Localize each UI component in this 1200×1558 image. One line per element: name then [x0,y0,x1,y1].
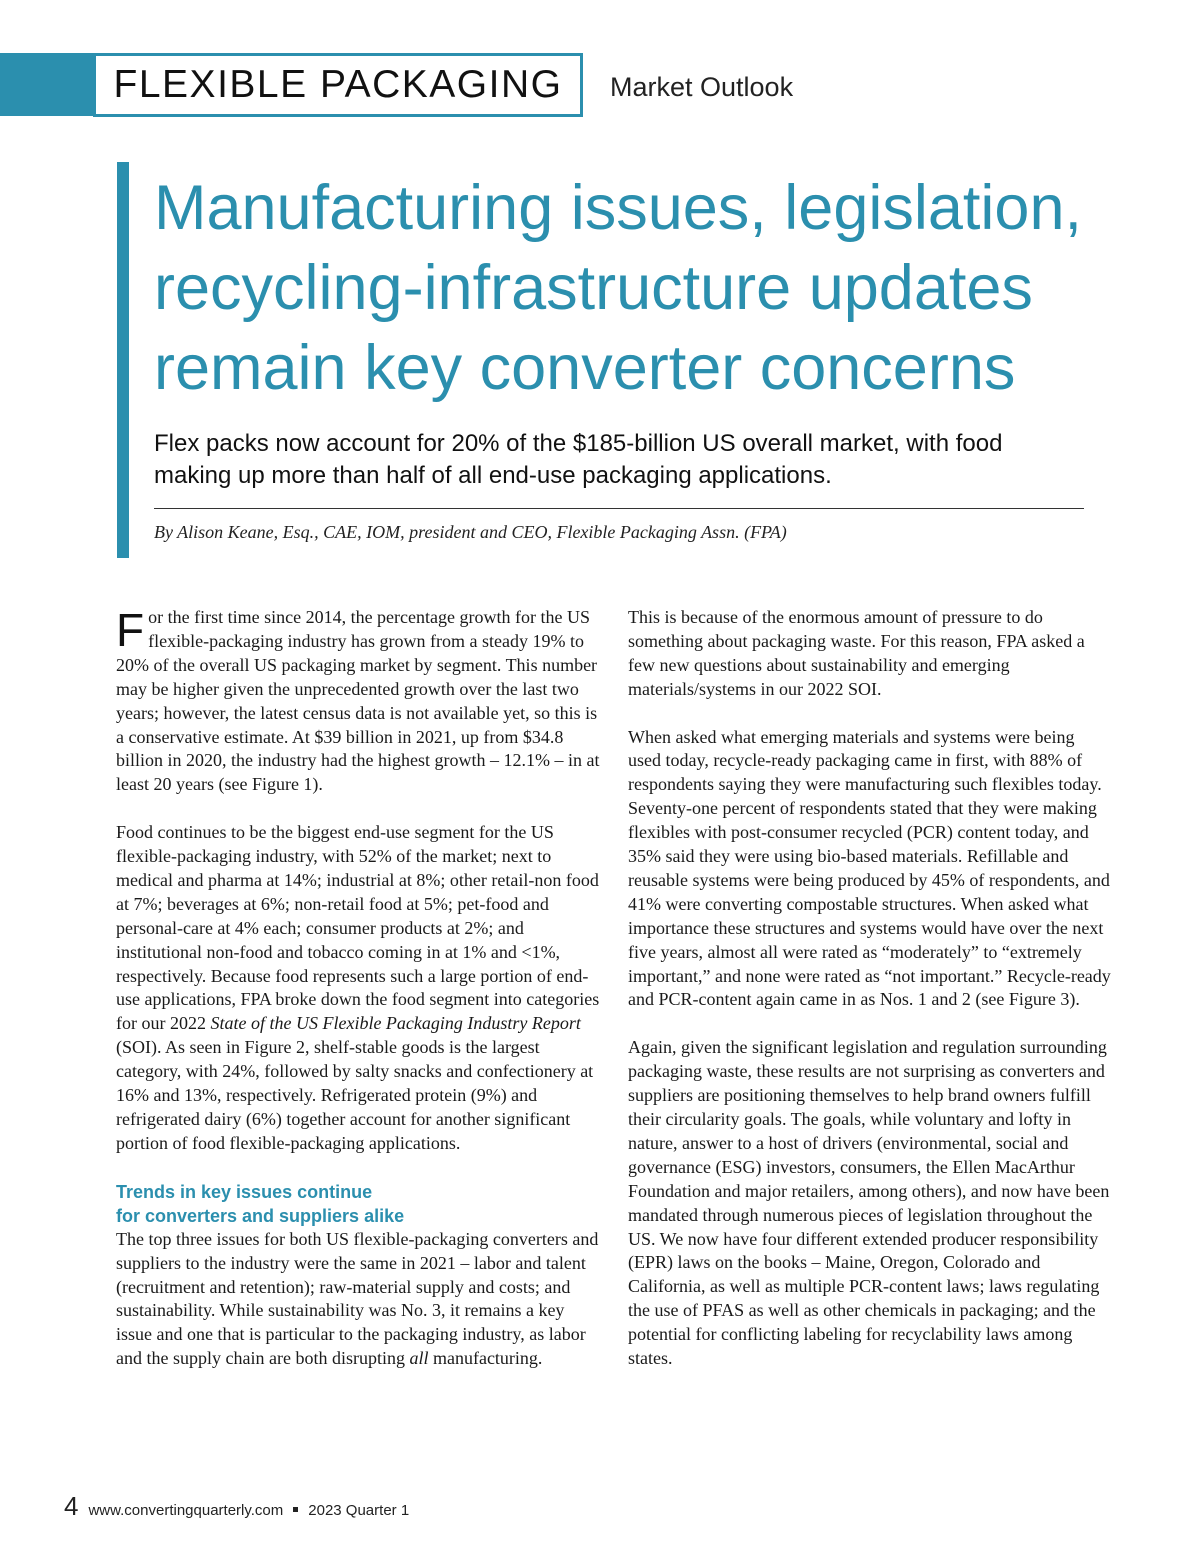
article-headline: Manufacturing issues, legislation, recycling-infrastructure updates remain key converter concerns [154,173,1082,403]
paragraph-2: Food continues to be the biggest end-use segment for the US flexible-packaging industry, with 52% of the market; next to medical and pharma at 14%; industrial at 8%; other retail-non food at 7%; beverages at 6%; non-retail food at 5%; pet-food and personal-care at 4% each; consumer products at 2%; and institutional non-food and tobacco coming in at 1% and <1%, respectively. Because food represents such a large portion of end-use applications, FPA broke down the food segment into categories for our 2022 State of the US Flexible Packaging Industry Report (SOI). As seen in Figure 2, shelf-stable goods is the largest category, with 24%, followed by salty snacks and confectionery at 16% and 13%, respectively. Refrigerated protein (9%) and refrigerated dairy (6%) together account for another significant portion of food flexible-packaging applications. [116,822,600,1153]
paragraph-3: The top three issues for both US flexible-packaging converters and suppliers to the industry were the same in 2021 – labor and talent (recruitment and retention); raw-material supply and costs; and sustainability. While sustainability was No. 3, it remains a key issue and one that is particular to the packaging industry, as labor and the supply chain are both disrupting all manufacturing. [116,1228,599,1369]
body-column-right [628,606,1112,1395]
page-number: 4 [64,1491,79,1521]
drop-cap: F [116,604,145,656]
section-subtitle: Market Outlook [610,72,794,102]
footer-issue: 2023 Quarter 1 [308,1502,410,1519]
divider-rule [154,508,1084,509]
subhead: Trends in key issues continue for converters and suppliers alike [116,1181,405,1226]
article-byline: By Alison Keane, Esq., CAE, IOM, president and CEO, Flexible Packaging Assn. (FPA) [154,522,787,542]
headline-accent-bar [117,162,129,558]
footer-separator-icon [293,1507,298,1512]
paragraph-6: Again, given the significant legislation and regulation surrounding packaging waste, these results are not surprising as converters and suppliers are positioning themselves to help brand owners fulfill their circularity goals. The goals, while voluntary and lofty in nature, answer to a host of drivers (environmental, social and governance (ESG) investors, consumers, the Ellen MacArthur Foundation and major retailers, among others), and now have been mandated through numerous pieces of legislation throughout the US. We now have four different extended producer responsibility (EPR) laws on the books – Maine, Oregon, Colorado and California, as well as multiple PCR-content laws; laws regulating the use of PFAS as well as other chemicals in packaging; and the potential for conflicting labeling for recyclability laws among states. [628,1037,1110,1369]
page-footer [64,1491,409,1522]
paragraph-5: When asked what emerging materials and systems were being used today, recycle-ready packaging came in first, with 88% of respondents saying they were manufacturing such flexibles today. Seventy-one percent of respondents stated that they were making flexibles with post-consumer recycled (PCR) content today, and 35% said they were using bio-based materials. Refillable and reusable systems were being produced by 45% of respondents, and 41% were converting compostable structures. When asked what importance these structures and systems would have over the next five years, almost all were rated as “moderately” to “extremely important,” and none were rated as “not important.” Recycle-ready and PCR-content again came in as Nos. 1 and 2 (see Figure 3). [628,726,1111,1010]
section-title: FLEXIBLE PACKAGING [93,53,583,117]
header-color-band [0,53,95,116]
paragraph-4: This is because of the enormous amount of pressure to do something about packaging waste. For this reason, FPA asked a few new questions about sustainability and emerging materials/systems in our 2022 SOI. [628,607,1085,699]
body-column-left [116,606,600,1395]
paragraph-1: For the first time since 2014, the percentage growth for the US flexible-packaging industry has grown from a steady 19% to 20% of the overall US packaging market by segment. This number may be higher given the unprecedented growth over the last two years; however, the latest census data is not available yet, so this is a conservative estimate. At $39 billion in 2021, up from $34.8 billion in 2020, the industry had the highest growth – 12.1% – in at least 20 years (see Figure 1). [116,604,600,795]
footer-website: www.convertingquarterly.com [88,1502,284,1519]
article-deck: Flex packs now account for 20% of the $185-billion US overall market, with food making up more than half of all end-use packaging applications. [154,430,1003,489]
